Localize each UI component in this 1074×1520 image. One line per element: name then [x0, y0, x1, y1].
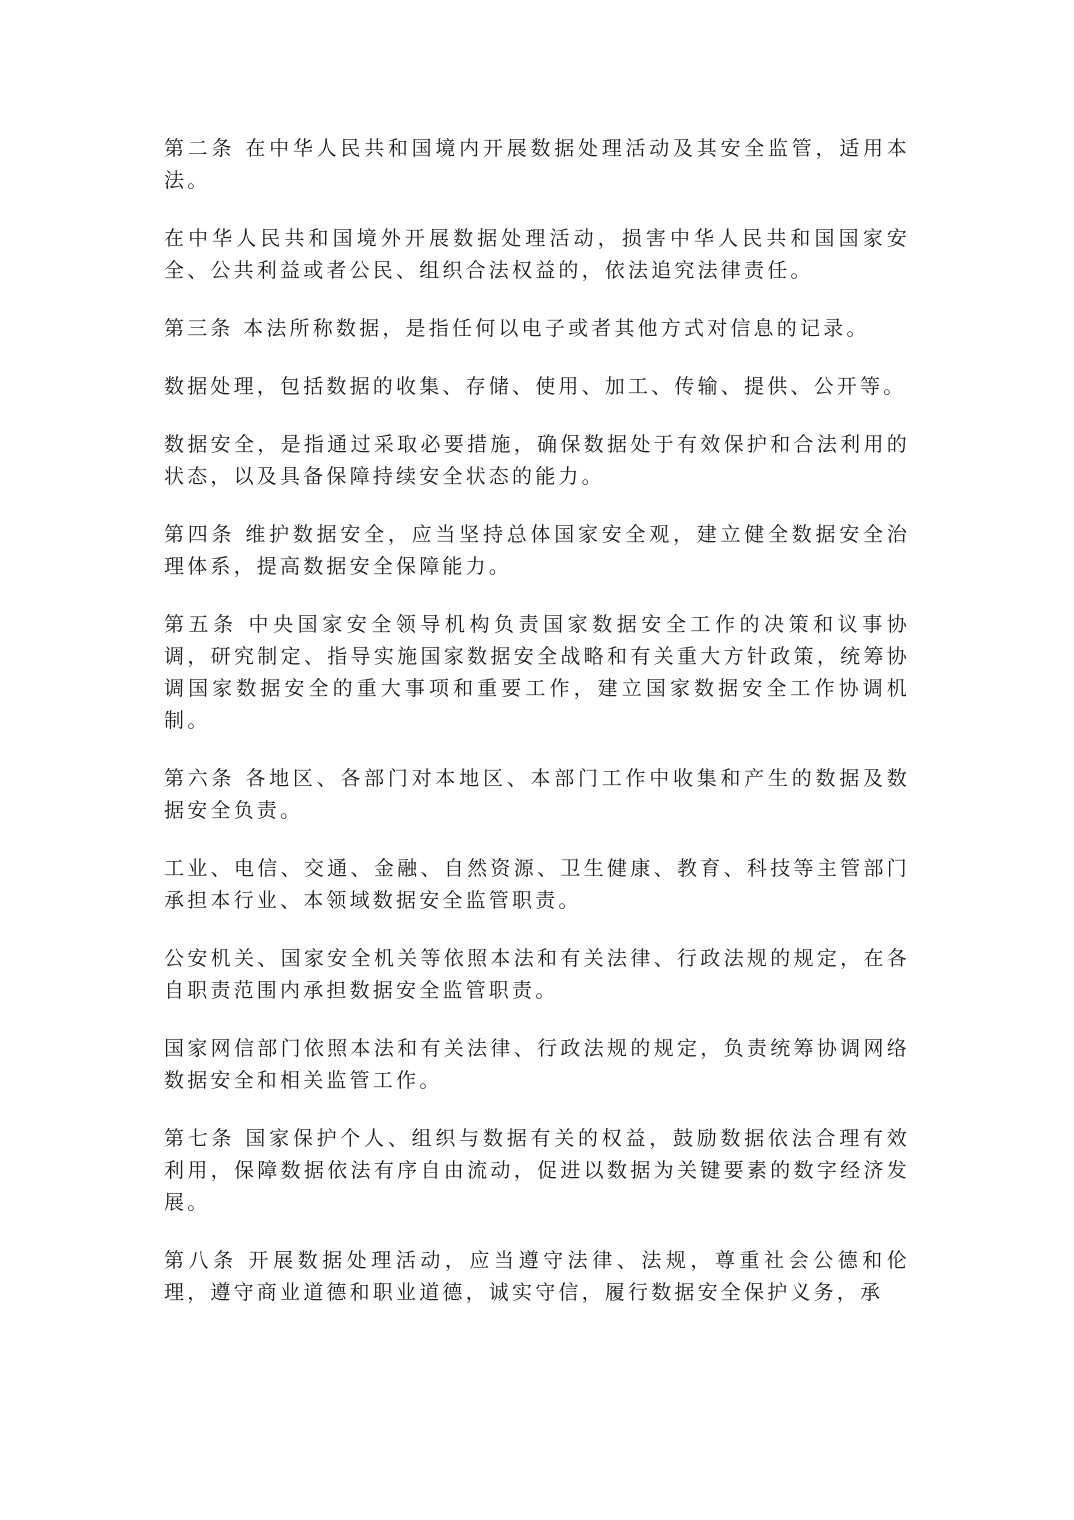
paragraph-sector-regulators: 工业、电信、交通、金融、自然资源、卫生健康、教育、科技等主管部门承担本行业、本领域数据安全监管职责。 — [164, 856, 910, 912]
paragraph-article-2-extraterritorial: 在中华人民共和国境外开展数据处理活动，损害中华人民共和国国家安全、公共利益或者公民、组织合法权益的，依法追究法律责任。 — [164, 226, 910, 282]
paragraph-article-5: 第五条 中央国家安全领导机构负责国家数据安全工作的决策和议事协调，研究制定、指导实施国家数据安全战略和有关重大方针政策，统筹协调国家数据安全的重大事项和重要工作，建立国家数据安全工作协调机制。 — [164, 612, 910, 732]
paragraph-article-8: 第八条 开展数据处理活动，应当遵守法律、法规，尊重社会公德和伦理，遵守商业道德和职业道德，诚实守信，履行数据安全保护义务，承 — [164, 1248, 910, 1304]
paragraph-data-security-definition: 数据安全，是指通过采取必要措施，确保数据处于有效保护和合法利用的状态，以及具备保障持续安全状态的能力。 — [164, 432, 910, 488]
paragraph-public-security: 公安机关、国家安全机关等依照本法和有关法律、行政法规的规定，在各自职责范围内承担数据安全监管职责。 — [164, 946, 910, 1002]
paragraph-article-4: 第四条 维护数据安全，应当坚持总体国家安全观，建立健全数据安全治理体系，提高数据安全保障能力。 — [164, 522, 910, 578]
paragraph-article-6: 第六条 各地区、各部门对本地区、本部门工作中收集和产生的数据及数据安全负责。 — [164, 766, 910, 822]
paragraph-article-3: 第三条 本法所称数据，是指任何以电子或者其他方式对信息的记录。 — [164, 316, 870, 340]
paragraph-article-7: 第七条 国家保护个人、组织与数据有关的权益，鼓励数据依法合理有效利用，保障数据依法有序自由流动，促进以数据为关键要素的数字经济发展。 — [164, 1126, 910, 1214]
paragraph-article-2: 第二条 在中华人民共和国境内开展数据处理活动及其安全监管，适用本法。 — [164, 136, 910, 192]
document-body — [164, 132, 910, 1334]
paragraph-data-processing-definition: 数据处理，包括数据的收集、存储、使用、加工、传输、提供、公开等。 — [164, 374, 907, 398]
paragraph-cyberspace-dept: 国家网信部门依照本法和有关法律、行政法规的规定，负责统筹协调网络数据安全和相关监管工作。 — [164, 1036, 910, 1092]
